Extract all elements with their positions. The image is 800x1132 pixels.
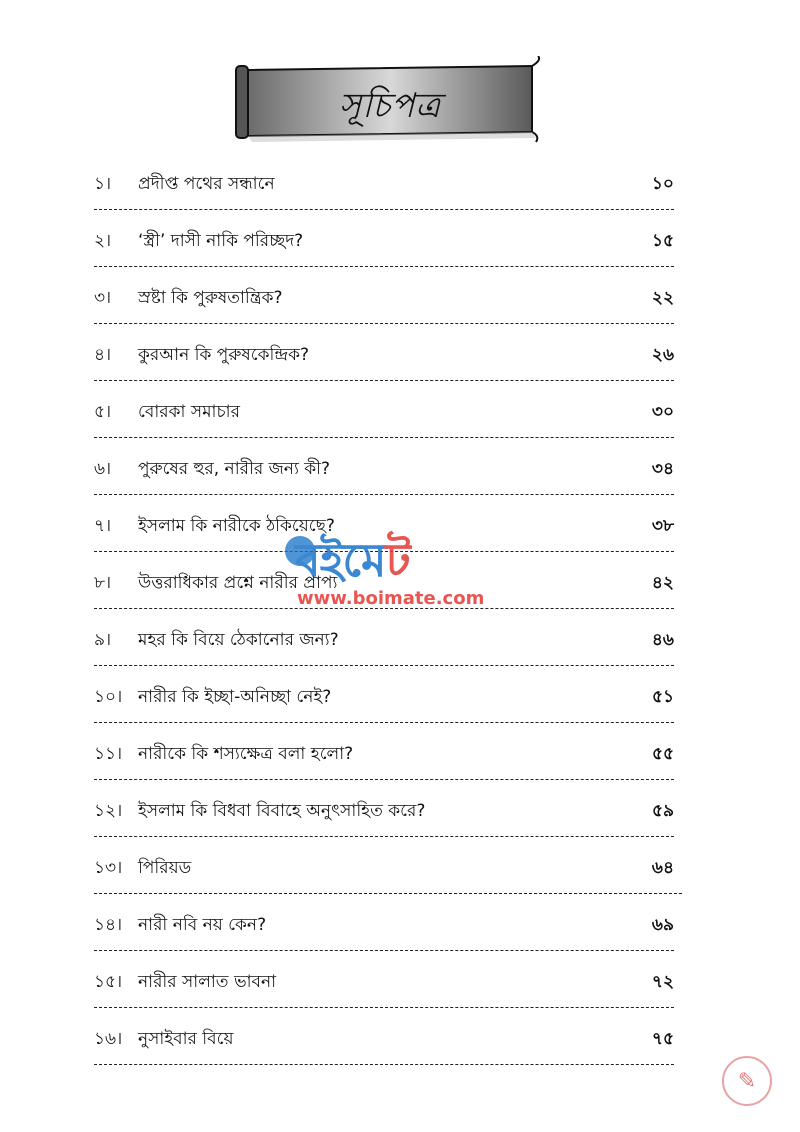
toc-title: নারীর সালাত ভাবনা [138, 972, 277, 992]
toc-number: ৭। [94, 516, 112, 536]
toc-number: ৩। [94, 288, 112, 308]
toc-entry [94, 616, 674, 673]
dashed-divider [94, 836, 674, 837]
toc-page-number: ১৫ [651, 231, 674, 251]
toc-title: পিরিয়ড [138, 858, 192, 878]
toc-number: ১১। [94, 744, 123, 764]
toc-line [94, 343, 674, 369]
toc-title: কুরআন কি পুরুষকেন্দ্রিক? [138, 345, 309, 365]
toc-page-number: ৫১ [651, 687, 674, 707]
toc-number: ১২। [94, 801, 123, 821]
toc-page-number: ৩৪ [651, 459, 674, 479]
toc-number: ১৪। [94, 915, 123, 935]
toc-page-number: ৭২ [651, 972, 674, 992]
toc-line [94, 685, 674, 711]
toc-left [94, 399, 240, 427]
toc-entry [94, 958, 674, 1015]
dashed-divider [94, 722, 674, 723]
toc-entry [94, 730, 674, 787]
toc-line [94, 913, 674, 939]
dashed-divider [94, 1064, 674, 1065]
watermark-url: www.boimate.com [297, 588, 485, 609]
toc-page-number: ৪২ [651, 573, 674, 593]
toc-left [94, 456, 330, 484]
page-corner-logo-icon: ✎ [722, 1056, 772, 1106]
toc-page-number: ৫৫ [651, 744, 674, 764]
toc-page-number: ২৬ [651, 345, 674, 365]
toc-left [94, 1026, 233, 1054]
toc-left [94, 285, 283, 313]
toc-page-number: ৩৮ [651, 516, 674, 536]
toc-page-number: ১০ [651, 174, 674, 194]
toc-title: ইসলাম কি নারীকে ঠকিয়েছে? [138, 516, 335, 536]
toc-title: পুরুষের হুর, নারীর জন্য কী? [138, 459, 331, 479]
toc-line [94, 742, 674, 768]
toc-entry [94, 217, 674, 274]
toc-left [94, 969, 276, 997]
toc-page-number: ৩০ [651, 402, 674, 422]
toc-line [94, 400, 674, 426]
dashed-divider [94, 323, 674, 324]
toc-number: ১৫। [94, 972, 123, 992]
toc-left [94, 798, 425, 826]
dashed-divider [94, 266, 674, 267]
toc-line [94, 799, 674, 825]
toc-entry [94, 160, 674, 217]
toc-number: ১। [94, 174, 112, 194]
dashed-divider [94, 437, 674, 438]
toc-line [94, 628, 674, 654]
toc-left [94, 627, 339, 655]
toc-entry [94, 388, 674, 445]
toc-number: ৪। [94, 345, 112, 365]
dashed-divider [94, 893, 682, 894]
toc-title: মহর কি বিয়ে ঠেকানোর জন্য? [138, 630, 339, 650]
toc-left [94, 171, 275, 199]
toc-title: প্রদীপ্ত পথের সন্ধানে [138, 174, 275, 194]
toc-entry [94, 445, 674, 502]
toc-left [94, 912, 266, 940]
toc-title: নারীকে কি শস্যক্ষেত্র বলা হলো? [138, 744, 354, 764]
dashed-divider [94, 950, 674, 951]
toc-number: ৫। [94, 402, 112, 422]
toc-left [94, 684, 331, 712]
toc-number: ১৩। [94, 858, 123, 878]
toc-left [94, 342, 309, 370]
toc-line [94, 457, 674, 483]
toc-left [94, 741, 353, 769]
toc-title: বোরকা সমাচার [138, 402, 240, 422]
toc-entry [94, 331, 674, 388]
watermark [285, 518, 525, 618]
dashed-divider [94, 1007, 674, 1008]
toc-entry [94, 274, 674, 331]
toc-title: ‘স্ত্রী’ দাসী নাকি পরিচ্ছদ? [138, 231, 304, 251]
toc-page-number: ৭৫ [651, 1029, 674, 1049]
toc-left [94, 228, 303, 256]
toc-page-number: ৫৯ [651, 801, 674, 821]
toc-title: নারী নবি নয় কেন? [138, 915, 267, 935]
page-title: সূচিপত্র [338, 86, 442, 126]
toc-left [94, 855, 191, 883]
toc-entry [94, 787, 674, 844]
toc-line [94, 970, 674, 996]
dashed-divider [94, 779, 674, 780]
toc-page-number: ৬৯ [651, 915, 674, 935]
toc-number: ১০। [94, 687, 123, 707]
toc-title: উত্তরাধিকার প্রশ্নে নারীর প্রাপ্য [138, 573, 338, 593]
toc-title: স্রষ্টা কি পুরুষতান্ত্রিক? [138, 288, 283, 308]
toc-line [94, 856, 674, 882]
toc-number: ২। [94, 231, 112, 251]
toc-line [94, 229, 674, 255]
dashed-divider [94, 665, 674, 666]
toc-number: ১৬। [94, 1029, 123, 1049]
toc-entry [94, 1015, 674, 1072]
toc-line [94, 1027, 674, 1053]
toc-line [94, 172, 674, 198]
dashed-divider [94, 380, 674, 381]
dashed-divider [94, 209, 674, 210]
toc-number: ৮। [94, 573, 112, 593]
watermark-logo: বইমেট [295, 533, 410, 587]
toc-line [94, 286, 674, 312]
toc-entry [94, 844, 674, 901]
toc-title: নুসাইবার বিয়ে [138, 1029, 234, 1049]
toc-page-number: ২২ [651, 288, 674, 308]
toc-entry [94, 901, 674, 958]
toc-number: ৯। [94, 630, 112, 650]
toc-page-number: ৪৬ [651, 630, 674, 650]
dashed-divider [94, 494, 674, 495]
toc-title: নারীর কি ইচ্ছা-অনিচ্ছা নেই? [138, 687, 332, 707]
contents-banner [234, 56, 546, 146]
toc-entry [94, 673, 674, 730]
toc-title: ইসলাম কি বিধবা বিবাহে অনুৎসাহিত করে? [138, 801, 426, 821]
toc-number: ৬। [94, 459, 112, 479]
toc-page-number: ৬৪ [651, 858, 674, 878]
